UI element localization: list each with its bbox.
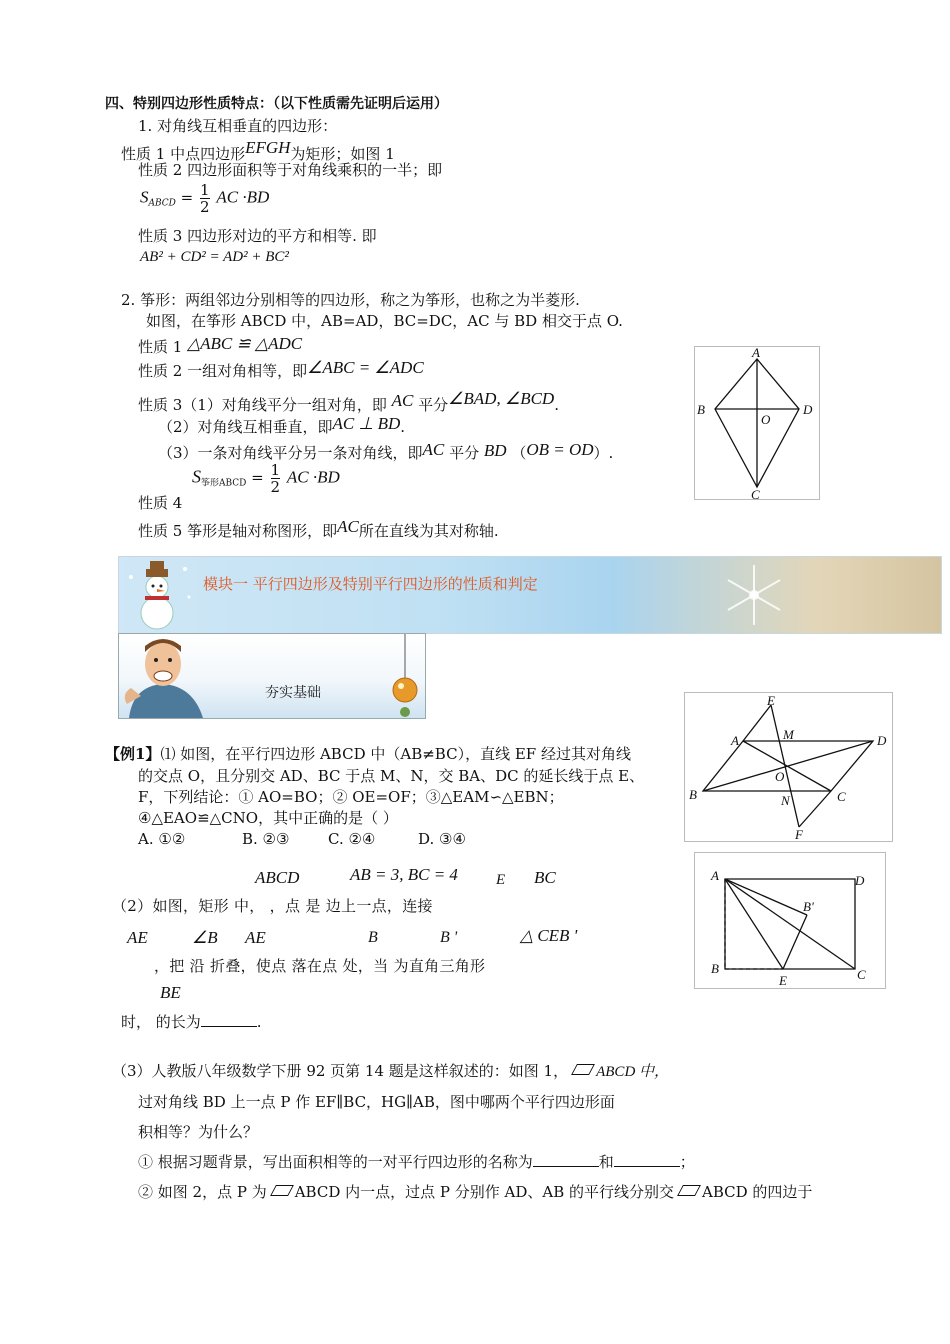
option-b: B. ②③ <box>242 830 290 848</box>
q3-line2: 过对角线 BD 上一点 P 作 EF∥BC，HG∥AB，图中哪两个平行四边形面 <box>138 1093 615 1111</box>
sub-banner <box>118 633 426 719</box>
part1-title: 1. 对角线互相垂直的四边形： <box>138 117 338 135</box>
example1-line1: 【例1】⑴ 如图，在平行四边形 ABCD 中（AB≠BC），直线 EF 经过其对角线 <box>105 745 631 763</box>
q3-answer-blank-2[interactable] <box>614 1166 680 1167</box>
module-banner <box>118 556 942 634</box>
para-label-m: M <box>783 727 794 742</box>
q2-math-bp: B ' <box>440 929 458 946</box>
q2-math-ab: AB = 3, BC = 4 <box>350 865 458 884</box>
kite-label-b: B <box>697 402 705 417</box>
q2-math-angle-b: ∠B <box>192 928 218 947</box>
example1-options <box>138 829 466 849</box>
kite-label-o: O <box>761 412 771 427</box>
q2-math-abcd: ABCD <box>255 868 300 887</box>
q2-math-ae: AE <box>127 928 148 947</box>
q2-answer-blank[interactable] <box>201 1026 257 1027</box>
q2-math-e: E <box>496 872 506 888</box>
para-label-o: O <box>775 769 785 784</box>
part2-prop4-label: 性质 4 <box>138 494 183 512</box>
example1-line3: F，下列结论：① AO=BO；② OE=OF；③△EAM∽△EBN； <box>138 788 564 806</box>
parallelogram-symbol-icon <box>270 1185 294 1196</box>
snowflake-icon <box>719 560 789 630</box>
part2-title: 2. 筝形：两组邻边分别相等的四边形，称之为筝形，也称之为半菱形. <box>121 291 580 309</box>
para-label-d: D <box>877 733 887 748</box>
rectangle-figure <box>694 852 886 989</box>
option-d: D. ③④ <box>418 830 466 848</box>
part1-prop3: 性质 3 四边形对边的平方和相等. 即 <box>138 227 377 245</box>
part1-prop3-formula: AB² + CD² = AD² + BC² <box>140 249 289 265</box>
para-label-e: E <box>767 693 775 708</box>
q2-line3: 时， 的长为 . <box>121 1013 262 1031</box>
q3-line1: （3）人教版八年级数学下册 92 页第 14 题是这样叙述的：如图 1， ABCD 中， <box>112 1062 670 1080</box>
kite-figure <box>694 346 820 500</box>
para-label-f: F <box>795 827 803 841</box>
parallelogram-symbol-icon <box>571 1064 595 1075</box>
kite-label-a: A <box>752 347 760 360</box>
q2-line1: （2）如图，矩形 中， ，点 是 边上一点，连接 <box>112 897 433 915</box>
option-c: C. ②④ <box>328 830 376 848</box>
part2-intro: 如图，在筝形 ABCD 中，AB=AD，BC=DC，AC 与 BD 相交于点 O. <box>146 312 623 330</box>
part2-prop3-3: （3）一条对角线平分另一条对角线，即AC 平分 BD （OB = OD）. <box>158 440 614 462</box>
section-heading: 四、特别四边形性质特点：（以下性质需先证明后运用） <box>105 96 448 112</box>
rect-label-a: A <box>711 868 719 883</box>
para-label-n: N <box>781 793 790 808</box>
kite-label-c: C <box>751 487 760 499</box>
part2-prop2: 性质 2 一组对角相等，即∠ABC = ∠ADC <box>138 358 424 380</box>
rect-label-c: C <box>857 967 866 982</box>
part2-prop3-2: （2）对角线互相垂直，即AC ⊥ BD. <box>158 414 406 436</box>
q2-math-b: B <box>368 929 378 946</box>
q2-math-ae2: AE <box>245 928 266 947</box>
part1-prop1: 性质 1 中点四边形EFGH为矩形；如图 1 <box>121 138 395 163</box>
rect-label-bp: B' <box>803 899 814 914</box>
q3-line3: 积相等？为什么？ <box>138 1123 259 1141</box>
q2-math-ceb: △ CEB ' <box>520 926 578 945</box>
ornament-icon <box>385 634 425 718</box>
part2-prop1: 性质 1 △ABC ≌ △ADC <box>138 334 303 356</box>
part1-prop2: 性质 2 四边形面积等于对角线乘积的一半；即 <box>138 161 443 179</box>
option-a: A. ①② <box>138 830 186 848</box>
rect-label-d: D <box>855 873 865 888</box>
q2-math-bc: BC <box>534 868 556 887</box>
q3-item1: ① 根据习题背景，写出面积相等的一对平行四边形的名称为 和 ； <box>138 1153 695 1171</box>
module-banner-title: 模块一 平行四边形及特别平行四边形的性质和判定 <box>203 575 538 593</box>
kite-label-d: D <box>803 402 813 417</box>
example1-line2: 的交点 O，且分别交 AD、BC 于点 M、N，交 BA、DC 的延长线于点 E、 <box>138 767 645 785</box>
parallelogram-figure <box>684 692 893 842</box>
q2-math-be: BE <box>160 983 181 1002</box>
part1-prop2-formula: $S_{ABCD}$ = $\frac{1}{2}$ AC ·BD <box>140 181 270 216</box>
para-label-a: A <box>731 733 739 748</box>
q2-line2: ，把 沿 折叠，使点 落在点 处，当 为直角三角形 <box>154 957 486 975</box>
para-label-b: B <box>689 787 697 802</box>
rect-label-e: E <box>779 973 787 988</box>
part2-prop3-1: 性质 3（1）对角线平分一组对角，即 AC 平分∠BAD, ∠BCD. <box>138 389 559 414</box>
sub-banner-title: 夯实基础 <box>265 685 321 701</box>
rect-label-b: B <box>711 961 719 976</box>
q3-answer-blank-1[interactable] <box>533 1166 599 1167</box>
part2-prop4-formula: $S_{筝形ABCD}$ = $\frac{1}{2}$ AC ·BD <box>192 461 340 496</box>
cartoon-man-icon <box>119 634 229 718</box>
part2-prop5: 性质 5 筝形是轴对称图形，即AC所在直线为其对称轴. <box>138 517 499 540</box>
snowman-icon <box>119 557 199 633</box>
parallelogram-symbol-icon <box>677 1185 701 1196</box>
para-label-c: C <box>837 789 846 804</box>
example1-line4: ④△EAO≌△CNO，其中正确的是（ ） <box>138 809 398 827</box>
q3-item2: ② 如图 2，点 P 为 ABCD 内一点，过点 P 分别作 AD、AB 的平行线分别交 ABCD 的四边于 <box>138 1183 813 1201</box>
